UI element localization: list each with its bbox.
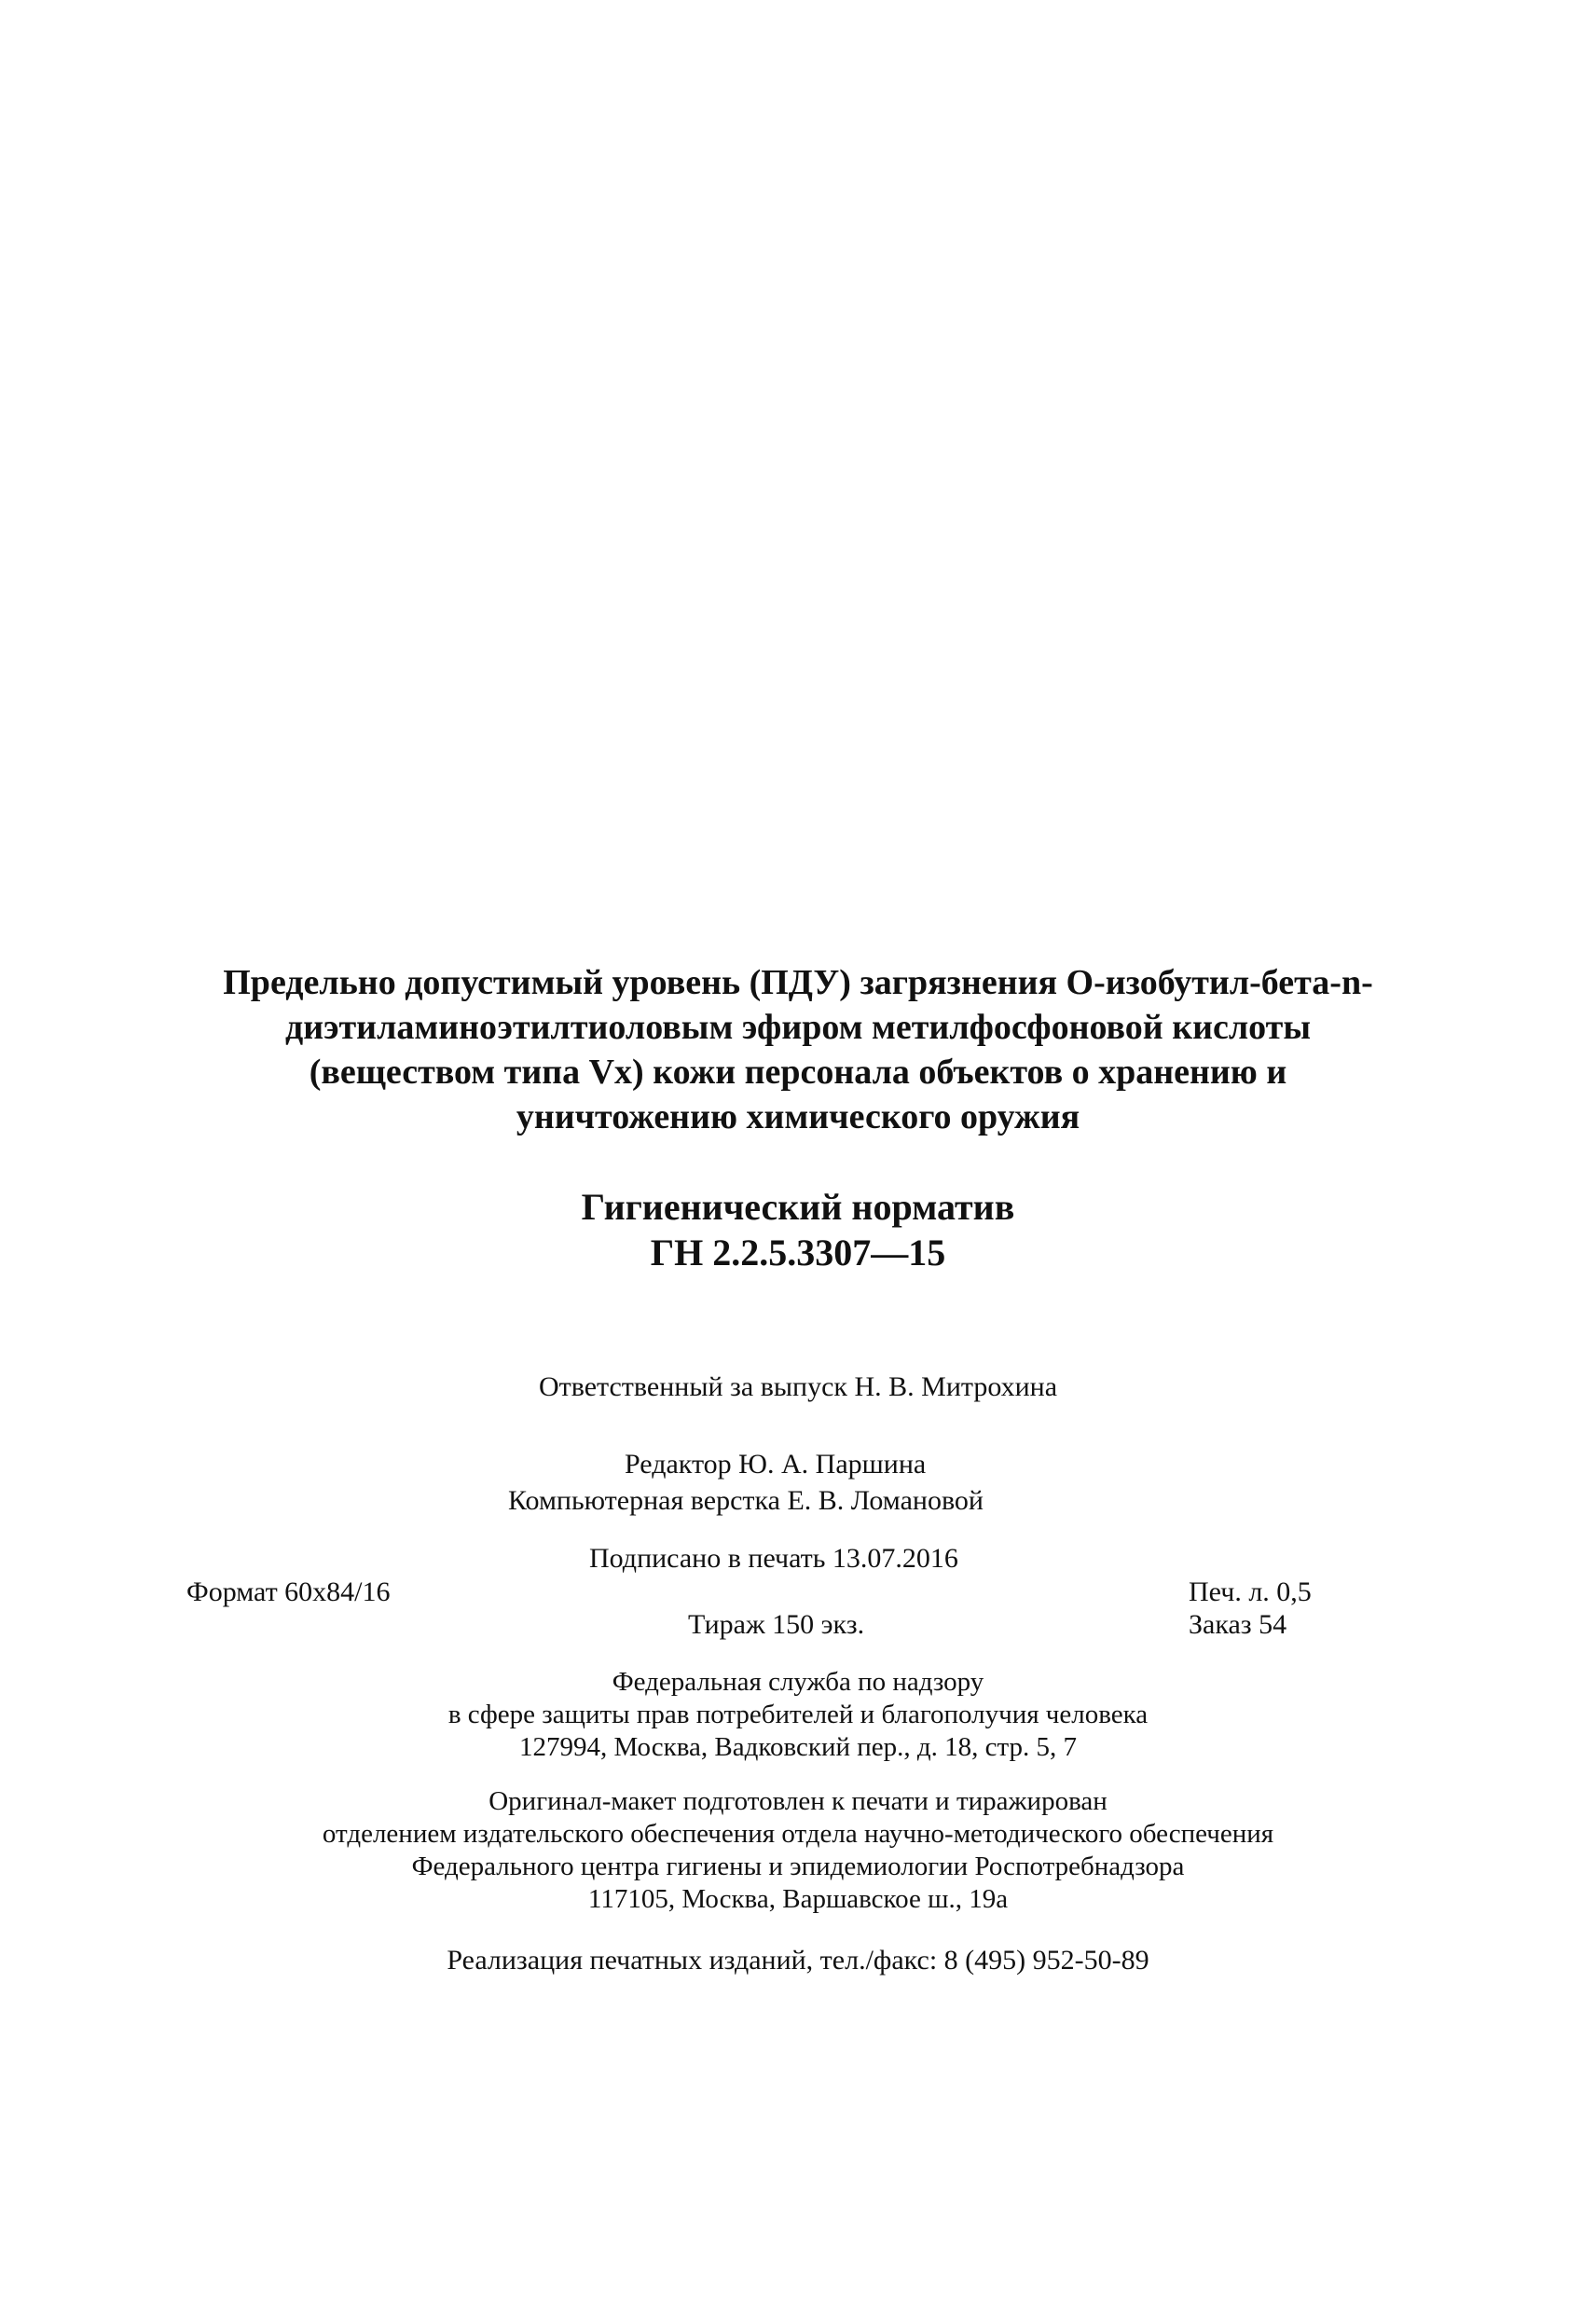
title-line: (веществом типа Vx) кожи персонала объектов о хранению и	[309, 1053, 1287, 1092]
order-number: Заказ 54	[1189, 1609, 1287, 1640]
editor: Редактор Ю. А. Паршина	[625, 1449, 927, 1480]
norm-heading	[140, 1184, 1456, 1275]
title-line: Предельно допустимый уровень (ПДУ) загрязнения О-изобутил-бета-n-	[223, 963, 1373, 1002]
layout-credit: Компьютерная верстка Е. В. Ломановой	[508, 1485, 984, 1516]
document-title	[140, 960, 1456, 1139]
paper-format: Формат 60x84/16	[186, 1576, 391, 1607]
title-line: уничтожению химического оружия	[516, 1097, 1080, 1136]
publisher-line: 127994, Москва, Вадковский пер., д. 18, стр. 5, 7	[518, 1732, 1078, 1762]
title-line: диэтиламиноэтилтиоловым эфиром метилфосфоновой кислоты	[284, 1008, 1312, 1047]
publisher-info	[140, 1666, 1456, 1764]
printer-line: отделением издательского обеспечения отдела научно-методического обеспечения	[322, 1819, 1274, 1849]
circulation: Тираж 150 экз.	[688, 1609, 865, 1640]
printer-info	[140, 1785, 1456, 1916]
printer-line: Оригинал-макет подготовлен к печати и тиражирован	[488, 1786, 1108, 1816]
printer-line: Федерального центра гигиены и эпидемиологии Роспотребнадзора	[411, 1852, 1185, 1881]
publisher-line: в сфере защиты прав потребителей и благополучия человека	[447, 1700, 1149, 1729]
norm-type: Гигиенический норматив	[581, 1186, 1015, 1228]
sales-contact: Реализация печатных изданий, тел./факс: 8 (495) 952-50-89	[447, 1945, 1149, 1976]
print-sheets: Печ. л. 0,5	[1189, 1576, 1312, 1607]
printer-line: 117105, Москва, Варшавское ш., 19а	[587, 1884, 1009, 1914]
responsible-person: Ответственный за выпуск Н. В. Митрохина	[538, 1371, 1058, 1402]
norm-code: ГН 2.2.5.3307—15	[650, 1232, 946, 1274]
signed-date: Подписано в печать 13.07.2016	[589, 1543, 958, 1574]
publisher-line: Федеральная служба по надзору	[612, 1667, 984, 1697]
